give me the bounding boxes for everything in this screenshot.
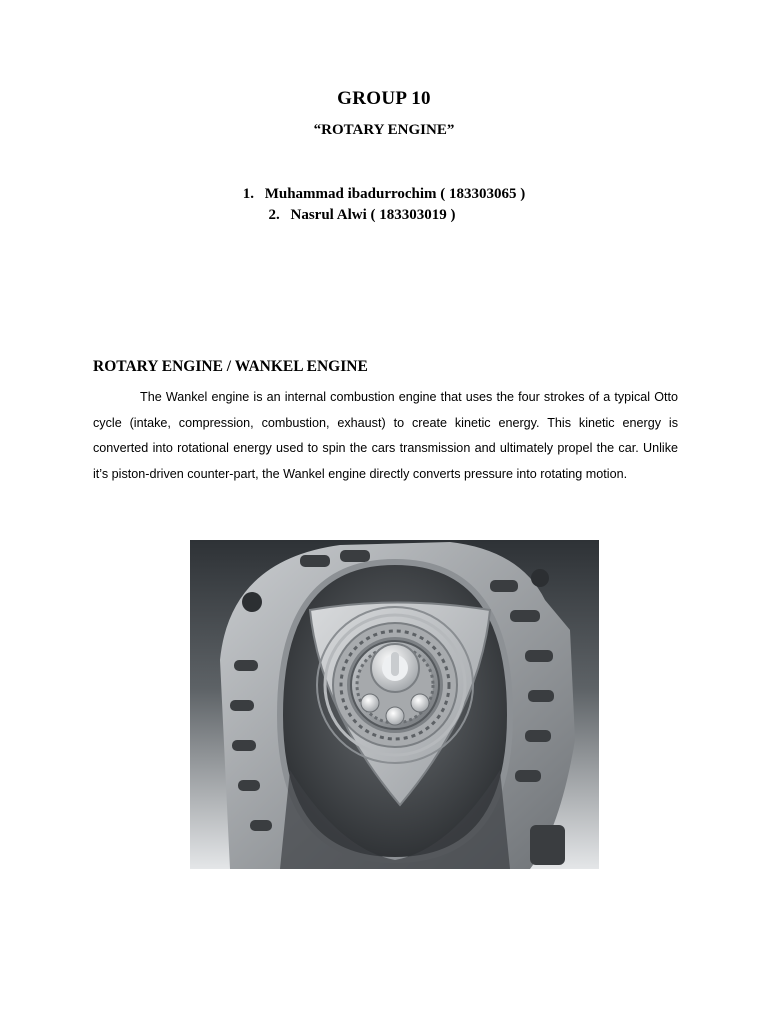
member-name: Muhammad ibadurrochim ( 183303065 ) (264, 186, 526, 202)
member-number: 2. (268, 207, 280, 223)
member-item (0, 205, 768, 226)
rotary-engine-image (190, 540, 599, 869)
member-item (0, 184, 768, 205)
member-name: Nasrul Alwi ( 183303019 ) (290, 207, 456, 223)
member-list (0, 184, 768, 226)
rotary-engine-illustration (190, 540, 599, 869)
section-heading: ROTARY ENGINE / WANKEL ENGINE (93, 358, 368, 375)
body-paragraph: The Wankel engine is an internal combustion engine that uses the four strokes of a typical Otto cycle (intake, compression, combustion, exhaust) to create kinetic energy. This kinetic energy is converted into rotational energy used to spin the cars transmission and ultimately propel the car. Unlike it’s piston-driven counter-part, the Wankel engine directly converts pressure into rotating motion. (93, 390, 678, 481)
document-subtitle: “ROTARY ENGINE” (313, 122, 455, 138)
group-title: GROUP 10 (337, 88, 431, 109)
member-number: 1. (242, 186, 254, 202)
